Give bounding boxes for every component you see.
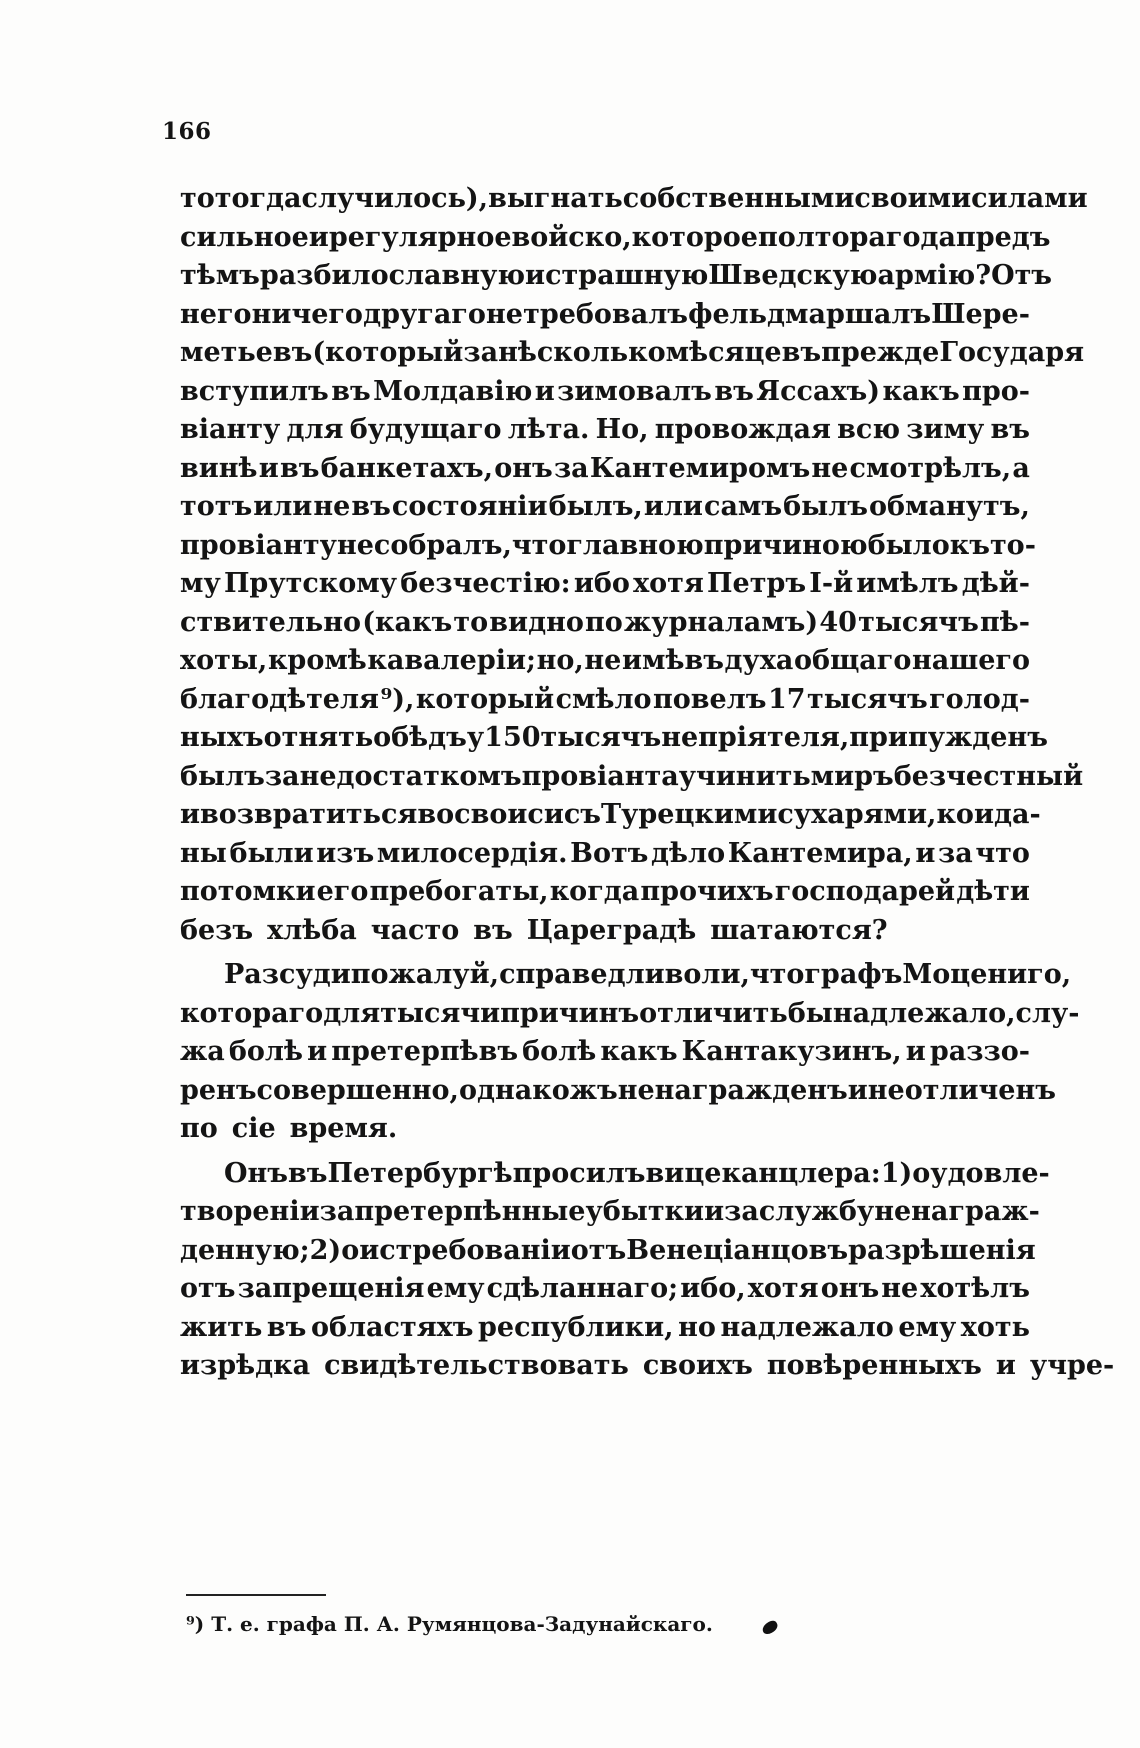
text-line [180, 719, 1048, 758]
word: въ [990, 414, 1030, 445]
word: хотѣлъ [920, 1273, 1030, 1304]
word: провіанту [180, 529, 337, 561]
word: графъ [804, 959, 903, 990]
word: и [307, 1036, 328, 1067]
word: обманутъ, [869, 491, 1030, 522]
text-line [180, 758, 1084, 797]
word: въ [279, 452, 320, 484]
word: года [885, 221, 956, 253]
word: хоты, [180, 645, 268, 676]
word: Отъ [991, 260, 1053, 291]
word: или [643, 491, 703, 522]
word: возвратиться [200, 799, 418, 830]
word: общаго [794, 645, 912, 676]
word: то- [989, 529, 1036, 561]
word: собралъ, [373, 529, 512, 561]
word: въ [331, 375, 371, 407]
word: Разсуди [224, 959, 351, 990]
footnote [186, 1612, 713, 1636]
word: отличенъ [904, 1074, 1056, 1106]
word: отнять [263, 722, 374, 753]
word: просилъ [512, 1157, 646, 1189]
word: свидѣтельствовать [324, 1350, 629, 1381]
word: награжденъ [654, 1074, 848, 1106]
word: Государя [939, 337, 1085, 368]
word: по [585, 606, 623, 638]
word: службу [758, 1196, 875, 1227]
word: зиму [906, 414, 985, 445]
word: болѣ [522, 1036, 597, 1067]
word: миръ [810, 760, 894, 792]
word: для [286, 414, 344, 445]
word: когда [549, 876, 640, 907]
word: за [463, 337, 499, 368]
word: регулярное [328, 221, 512, 253]
text-line [180, 873, 1030, 912]
word: предъ [955, 221, 1051, 253]
word: пребогаты, [369, 876, 549, 907]
word: ему [426, 1273, 485, 1304]
text-line [180, 1033, 1030, 1072]
word: кавалеріи; [367, 645, 536, 676]
word: болѣ [228, 1036, 303, 1067]
word: въ [288, 1157, 328, 1189]
word: Цареградѣ [526, 914, 697, 946]
word: дѣти [956, 876, 1030, 907]
word: часто [370, 914, 460, 946]
word: во [417, 799, 455, 830]
word: банкетахъ, [320, 452, 494, 484]
word: но, [536, 645, 584, 676]
word: состояніи [391, 491, 548, 522]
word: дѣй- [961, 568, 1030, 599]
word: кромѣ [267, 645, 367, 676]
word: который [415, 683, 555, 715]
word: да- [993, 799, 1041, 830]
text-line [180, 334, 1085, 373]
word: раззо- [929, 1036, 1030, 1067]
word: ны [180, 837, 227, 869]
word: что [511, 529, 567, 561]
word: въ [473, 914, 513, 946]
word: въ [714, 375, 754, 407]
word: нѣсколько [498, 337, 666, 368]
word: ли, [701, 959, 750, 990]
word: учре- [1029, 1350, 1115, 1381]
word: ренъ [180, 1074, 257, 1106]
word: не [584, 645, 622, 676]
word: зимовалъ [557, 375, 712, 407]
word: Онъ [224, 1157, 288, 1189]
text-line [180, 257, 1053, 296]
word: бы [787, 997, 833, 1029]
word: или [253, 491, 313, 522]
word: было [867, 529, 950, 561]
word: повелъ [653, 683, 767, 715]
text-line [180, 995, 1080, 1034]
word: совершенно, [256, 1074, 459, 1106]
word: и [180, 799, 201, 830]
word: были [229, 837, 314, 869]
word: не [881, 1273, 919, 1304]
word: о [912, 1157, 931, 1189]
word: Прутскому [223, 568, 398, 599]
text-line [180, 604, 1030, 643]
word: что [749, 959, 805, 990]
word: фельдмаршалъ [688, 298, 932, 330]
word: а [1012, 452, 1030, 484]
word: и [995, 1350, 1016, 1381]
word: метьевъ [180, 337, 313, 368]
word: Молдавію [373, 375, 533, 407]
word: припужденъ [849, 722, 1048, 753]
word: и [258, 452, 279, 484]
word: Кантемира, [727, 837, 913, 869]
word: за [264, 760, 300, 792]
word: не [336, 529, 374, 561]
word: котораго [180, 997, 324, 1029]
word: въ [266, 1311, 307, 1343]
word: разбило [259, 260, 389, 291]
word: убытки [585, 1196, 705, 1227]
text-line [180, 796, 1041, 835]
word: голод- [929, 683, 1030, 715]
word: своими [854, 183, 972, 214]
text-line [180, 527, 1036, 566]
word: силами [971, 183, 1088, 214]
word: повѣренныхъ [766, 1350, 982, 1381]
word: хотя [747, 1273, 819, 1304]
word: претерпѣнные [354, 1196, 586, 1227]
word: журналамъ) [624, 606, 819, 638]
word: вступилъ [180, 375, 329, 407]
word: 150 [484, 722, 541, 753]
word: время. [289, 1113, 398, 1144]
word: I-й [809, 568, 854, 599]
word: Но, [595, 414, 649, 445]
word: не [486, 298, 523, 330]
word: къ [949, 529, 990, 561]
word: страшную [545, 260, 709, 291]
word: му [180, 568, 221, 599]
word: ибо [573, 568, 630, 599]
word: сіе [231, 1113, 276, 1144]
word: другаго [363, 298, 486, 330]
word: въ [351, 491, 391, 522]
word: сдѣланнаго; [486, 1273, 679, 1304]
text-line [180, 1347, 1115, 1386]
word: вицеканцлера: [645, 1157, 881, 1189]
text-line [180, 1072, 1056, 1111]
word: жа [180, 1036, 225, 1067]
word: безъ [180, 914, 254, 946]
word: республики, [478, 1311, 674, 1343]
body-text [180, 180, 1115, 1386]
word: о [341, 1234, 360, 1266]
word: Петръ [707, 568, 807, 599]
word: надлежало [720, 1311, 894, 1343]
text-line [180, 1193, 1040, 1232]
word: благодѣтеля [180, 683, 379, 715]
word: отъ [180, 1273, 236, 1304]
word: Кантакузинъ, [681, 1036, 902, 1067]
text-line [180, 450, 1030, 489]
word: (который [312, 337, 464, 368]
text-line [180, 180, 1088, 219]
word: награж- [911, 1196, 1040, 1227]
word: всю [837, 414, 901, 445]
word: славную [388, 260, 526, 291]
word: Турецкими [601, 799, 778, 830]
word: тогда [214, 183, 302, 214]
word: винѣ [180, 452, 258, 484]
word: и [847, 1074, 868, 1106]
word: отъ [570, 1234, 627, 1266]
word: прочихъ [640, 876, 774, 907]
word: отличить [639, 997, 788, 1029]
word: сильное [180, 221, 309, 253]
word: лѣта. [507, 414, 590, 445]
footnote-divider [186, 1594, 326, 1596]
word: собственными [622, 183, 855, 214]
word: не [867, 1074, 905, 1106]
word: самъ [704, 491, 783, 522]
word: недостаткомъ [299, 760, 522, 792]
footnote-text: Т. е. графа П. А. Румянцова-Задунайскаго. [211, 1612, 713, 1636]
word: Шведскую [708, 260, 878, 291]
word: и [704, 1196, 725, 1227]
word: слу- [1015, 997, 1080, 1029]
word: хлѣба [267, 914, 357, 946]
word: хоть [960, 1311, 1030, 1343]
text-line [180, 835, 1030, 874]
word: имѣвъ [621, 645, 724, 676]
word: тѣмъ [180, 260, 260, 291]
word: войско, [511, 221, 632, 253]
word: тысячъ [858, 606, 979, 638]
word: за [724, 1196, 759, 1227]
word: господарей [774, 876, 956, 907]
word: истребованіи [359, 1234, 571, 1266]
word: своиси [454, 799, 564, 830]
word: Вотъ [570, 837, 649, 869]
word: духа [724, 645, 794, 676]
word: разрѣшенія [848, 1234, 1036, 1266]
word: ничего [251, 298, 363, 330]
word: пѣ- [979, 606, 1030, 638]
text-line [180, 681, 1030, 720]
text-line [180, 219, 1051, 258]
word: пожалуй, [350, 959, 500, 990]
word: и [915, 837, 936, 869]
word: и [534, 375, 555, 407]
word: удовле- [930, 1157, 1050, 1189]
word: смѣло [555, 683, 652, 715]
word: и [525, 260, 546, 291]
word: безчестный [893, 760, 1084, 792]
word: твореніи [180, 1196, 320, 1227]
word: то [180, 183, 215, 214]
word: Кантемиромъ [589, 452, 811, 484]
text-line [180, 373, 1030, 412]
word: (какъ [362, 606, 453, 638]
text-line [180, 1270, 1030, 1309]
word: 17 [767, 683, 806, 715]
word: своихъ [642, 1350, 753, 1381]
text-line [180, 642, 1030, 681]
word: онъ [494, 452, 553, 484]
word: полтора [757, 221, 886, 253]
text-line [180, 1155, 1050, 1194]
word: у [466, 722, 485, 753]
word: за [938, 837, 973, 869]
word: Петербургѣ [327, 1157, 513, 1189]
word: безчестію: [400, 568, 571, 599]
word: какъ [882, 375, 960, 407]
text-line [180, 956, 1072, 995]
word: за [319, 1196, 355, 1227]
word: онъ [820, 1273, 880, 1304]
word: не [617, 1074, 655, 1106]
word: нашего [911, 645, 1030, 676]
word: ему [898, 1311, 957, 1343]
word: учинить [678, 760, 811, 792]
word: надлежало, [832, 997, 1016, 1029]
word: по [180, 1113, 218, 1144]
word: причиною [703, 529, 868, 561]
text-line [180, 488, 1030, 527]
word: дѣло [651, 837, 726, 869]
word: его [316, 876, 369, 907]
word: однакожъ [458, 1074, 618, 1106]
word: съ [563, 799, 602, 830]
word: и [308, 221, 329, 253]
word: тотъ [180, 491, 253, 522]
word: прежде [821, 337, 940, 368]
word: віанту [180, 414, 281, 445]
word: причинъ [500, 997, 640, 1029]
word: былъ [783, 491, 868, 522]
word: то [453, 606, 489, 638]
word: армію? [877, 260, 992, 291]
word: ныхъ [180, 722, 264, 753]
word: выгнать [488, 183, 623, 214]
word: сухарями, [777, 799, 937, 830]
word: 2) [309, 1234, 342, 1266]
word: тысячъ [540, 722, 662, 753]
word: денную; [180, 1234, 310, 1266]
word: не [313, 491, 351, 522]
word: ибо, [680, 1273, 746, 1304]
word: Моцениго, [902, 959, 1072, 990]
word: жить [180, 1311, 263, 1343]
word: мѣсяцевъ [665, 337, 822, 368]
word: которое [631, 221, 758, 253]
word: обѣдъ [373, 722, 467, 753]
word: и [905, 1036, 926, 1067]
page-number: 166 [162, 118, 212, 145]
word: Венеціанцовъ [626, 1234, 849, 1266]
word: провождая [654, 414, 831, 445]
word: запрещенія [237, 1273, 425, 1304]
text-line [180, 296, 1030, 335]
word: изрѣдка [180, 1350, 311, 1381]
word: кои [936, 799, 994, 830]
word: справедливо [499, 959, 702, 990]
word: Яссахъ) [756, 375, 881, 407]
word: видно [489, 606, 584, 638]
word: про- [962, 375, 1030, 407]
word: имѣлъ [856, 568, 959, 599]
word: былъ, [548, 491, 643, 522]
word: что [975, 837, 1030, 869]
text-line [180, 912, 1030, 951]
word: какъ [600, 1036, 678, 1067]
word: главною [566, 529, 704, 561]
word: требовалъ [523, 298, 688, 330]
word: но [678, 1311, 716, 1343]
word: хотя [633, 568, 704, 599]
word: него [180, 298, 252, 330]
word: областяхъ [310, 1311, 474, 1343]
word: ⁹), [380, 683, 415, 715]
word: 1) [880, 1157, 913, 1189]
ink-blot-mark [760, 1619, 779, 1636]
word: Шере- [931, 298, 1030, 330]
word: тысячи [380, 997, 501, 1029]
word: случилось), [301, 183, 489, 214]
text-line [180, 1309, 1030, 1348]
word: былъ [180, 760, 265, 792]
word: смотрѣлъ, [849, 452, 1012, 484]
word: шатаются? [710, 914, 888, 946]
footnote-marker: ⁹) [186, 1612, 205, 1636]
word: изъ [316, 837, 375, 869]
text-line [180, 411, 1030, 450]
word: потомки [180, 876, 316, 907]
word: будущаго [349, 414, 502, 445]
word: ствительно [180, 606, 361, 638]
word: не [874, 1196, 912, 1227]
word: для [323, 997, 381, 1029]
word: не [811, 452, 849, 484]
word: тысячъ [807, 683, 928, 715]
word: непріятеля, [661, 722, 850, 753]
text-line [180, 1232, 1036, 1271]
word: провіанта [521, 760, 679, 792]
word: за [553, 452, 589, 484]
text-line [180, 1110, 1030, 1149]
word: 40 [819, 606, 857, 638]
word: милосердія. [376, 837, 568, 869]
text-line [180, 565, 1030, 604]
word: претерпѣвъ [331, 1036, 519, 1067]
